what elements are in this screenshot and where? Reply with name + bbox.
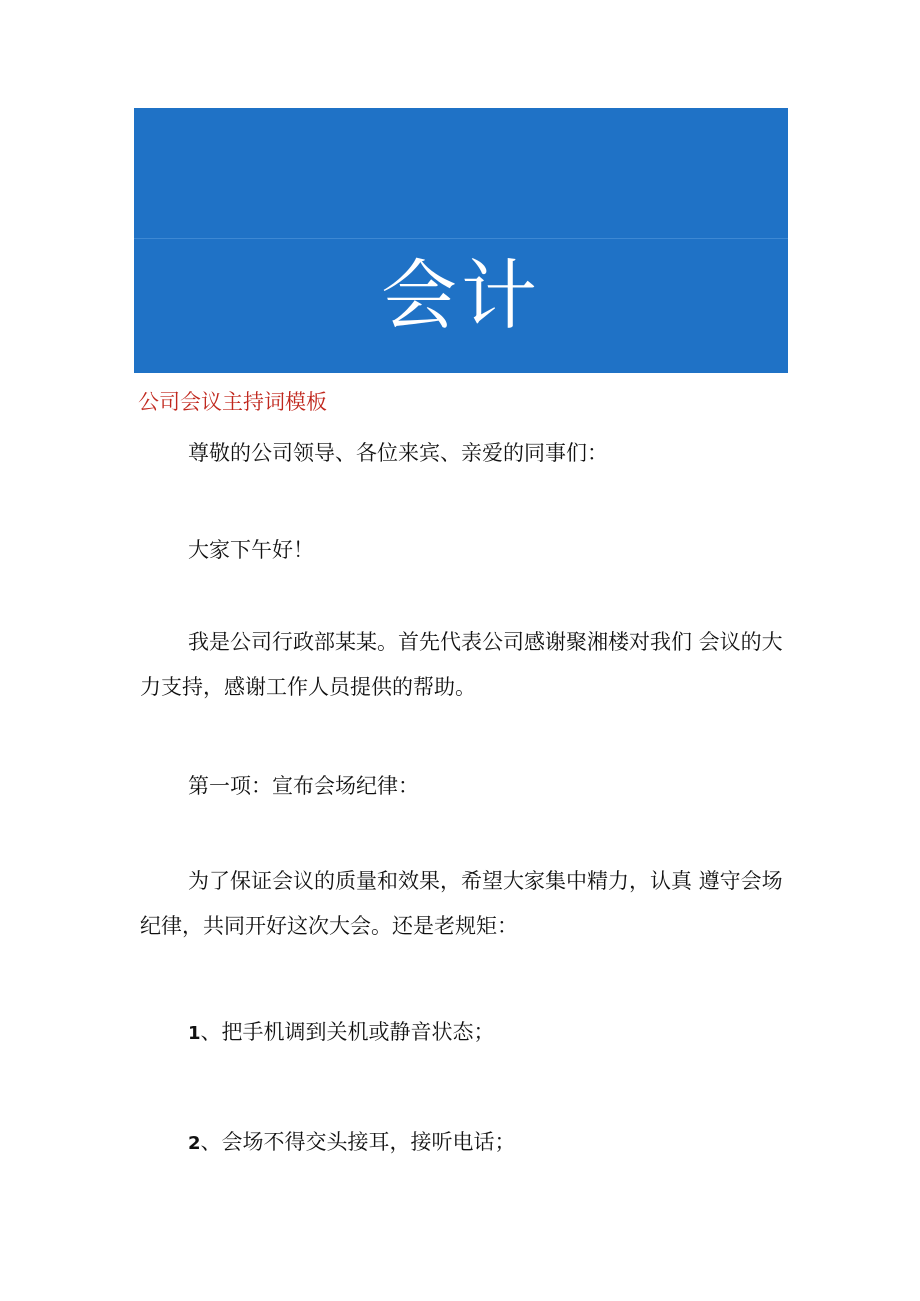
document-title: 公司会议主持词模板 xyxy=(138,390,327,414)
banner-title-line1: 会计 xyxy=(381,251,541,340)
discipline-paragraph: 为了保证会议的质量和效果，希望大家集中精力，认真 遵守会场纪律，共同开好这次大会。还是老规矩： xyxy=(140,869,783,938)
banner-title-line2: 实务 xyxy=(381,368,541,457)
rule-text: 、把手机调到关机或静音状态； xyxy=(200,1020,495,1044)
rule-number: 2 xyxy=(188,1133,201,1154)
greeting-paragraph: 大家下午好！ xyxy=(188,538,314,562)
agenda-item-heading: 第一项：宣布会场纪律： xyxy=(188,774,419,798)
rule-item xyxy=(140,1010,790,1056)
rule-item xyxy=(140,1120,790,1166)
rule-number: 1 xyxy=(188,1023,201,1044)
banner-divider xyxy=(134,238,788,239)
rule-text: 、会场不得交头接耳，接听电话； xyxy=(200,1130,516,1154)
salutation-paragraph: 尊敬的公司领导、各位来宾、亲爱的同事们： xyxy=(188,441,608,465)
introduction-paragraph: 我是公司行政部某某。首先代表公司感谢聚湘楼对我们 会议的大力支持，感谢工作人员提供的帮助。 xyxy=(140,630,783,699)
